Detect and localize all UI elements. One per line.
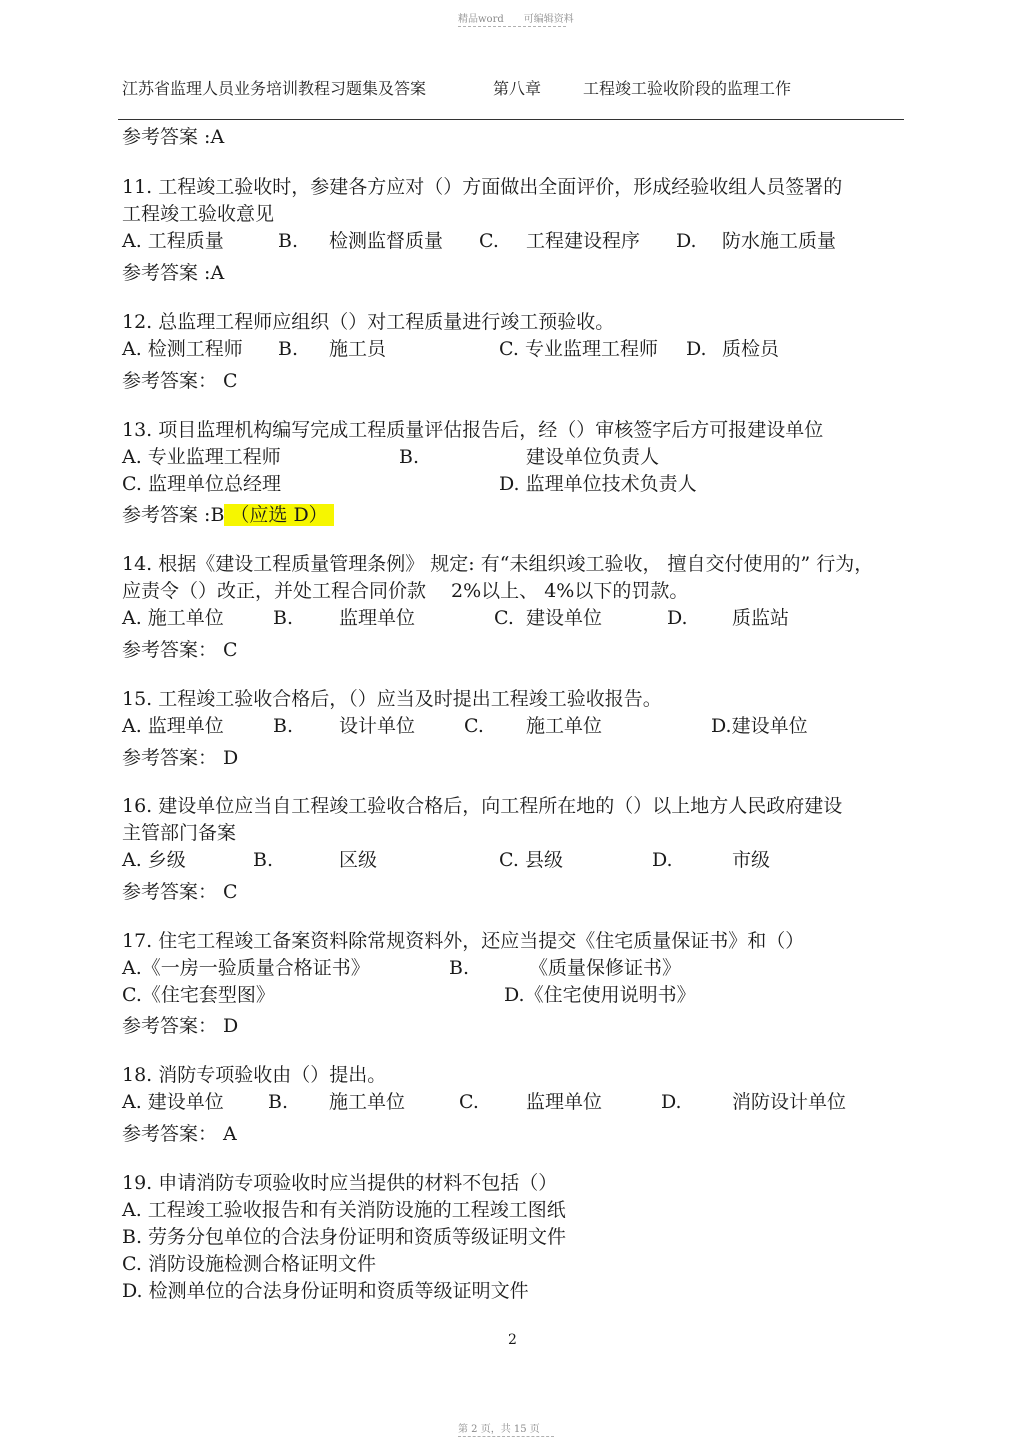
q11-option-b: 检测监督质量 xyxy=(329,230,444,252)
q17-option-b: 《质量保修证书》 xyxy=(529,957,682,979)
q14-answer: 参考答案： C xyxy=(122,639,238,661)
q13-stem-line1: 13. 项目监理机构编写完成工程质量评估报告后，经（）审核签字后方可报建设单位 xyxy=(122,419,824,441)
q18-option-d: 消防设计单位 xyxy=(732,1091,847,1113)
q19-option-b: B. 劳务分包单位的合法身份证明和资质等级证明文件 xyxy=(122,1226,567,1248)
q16-option-a: A. 乡级 xyxy=(122,849,186,871)
q19-option-a: A. 工程竣工验收报告和有关消防设施的工程竣工图纸 xyxy=(122,1199,566,1221)
q18-answer: 参考答案： A xyxy=(122,1123,237,1145)
q13-answer-text: 参考答案 :B xyxy=(122,504,225,526)
q13-option-a: A. 专业监理工程师 xyxy=(122,446,281,468)
q13-option-b-label: B. xyxy=(399,446,420,468)
watermark-top-dash xyxy=(458,26,566,27)
q15-option-b-label: B. xyxy=(273,715,294,737)
q16-option-d: 市级 xyxy=(732,849,771,871)
q15-option-c: 施工单位 xyxy=(526,715,603,737)
q12-option-d-label: D. xyxy=(686,338,707,360)
q13-option-c: C. 监理单位总经理 xyxy=(122,473,281,495)
q18-option-a: A. 建设单位 xyxy=(122,1091,224,1113)
q12-option-d: 质检员 xyxy=(722,338,780,360)
q14-stem-line2: 应责令（）改正，并处工程合同价款 2%以上、 4%以下的罚款。 xyxy=(122,580,689,602)
q16-option-b-label: B. xyxy=(253,849,274,871)
q11-stem-line1: 11. 工程竣工验收时，参建各方应对（）方面做出全面评价，形成经验收组人员签署的 xyxy=(122,176,843,198)
q15-option-a: A. 监理单位 xyxy=(122,715,224,737)
header-chapter: 第八章 xyxy=(493,79,542,98)
q14-option-c: 建设单位 xyxy=(526,607,603,629)
q19-option-d: D. 检测单位的合法身份证明和资质等级证明文件 xyxy=(122,1280,529,1302)
q19-option-c: C. 消防设施检测合格证明文件 xyxy=(122,1253,376,1275)
q15-stem-line1: 15. 工程竣工验收合格后，（）应当及时提出工程竣工验收报告。 xyxy=(122,688,662,710)
watermark-top: 精品word 可编辑资料 xyxy=(458,14,574,25)
q16-option-c: C. 县级 xyxy=(499,849,563,871)
q12-option-c: C. 专业监理工程师 xyxy=(499,338,658,360)
q14-option-a: A. 施工单位 xyxy=(122,607,224,629)
q13-option-b: 建设单位负责人 xyxy=(526,446,660,468)
q18-option-c-label: C. xyxy=(459,1091,479,1113)
q13-answer xyxy=(122,500,334,527)
header-chapter-title: 工程竣工验收阶段的监理工作 xyxy=(583,79,792,98)
q17-stem-line1: 17. 住宅工程竣工备案资料除常规资料外，还应当提交《住宅质量保证书》和（） xyxy=(122,930,805,952)
q12-answer: 参考答案： C xyxy=(122,370,238,392)
q16-option-d-label: D. xyxy=(652,849,673,871)
q11-option-c-label: C. xyxy=(479,230,499,252)
q14-option-d-label: D. xyxy=(667,607,688,629)
q11-option-d: 防水施工质量 xyxy=(722,230,837,252)
header-divider xyxy=(118,119,904,120)
q13-option-d: D. 监理单位技术负责人 xyxy=(499,473,697,495)
prev-answer: 参考答案 :A xyxy=(122,126,225,148)
q18-option-b: 施工单位 xyxy=(329,1091,406,1113)
q14-option-d: 质监站 xyxy=(732,607,790,629)
q11-stem-line2: 工程竣工验收意见 xyxy=(122,203,275,225)
q14-option-b-label: B. xyxy=(273,607,294,629)
q13-correction-note: （应选 D） xyxy=(224,504,333,526)
q15-option-d: D.建设单位 xyxy=(711,715,808,737)
q11-option-d-label: D. xyxy=(676,230,697,252)
q15-option-b: 设计单位 xyxy=(339,715,416,737)
q15-answer: 参考答案： D xyxy=(122,747,239,769)
q16-stem-line1: 16. 建设单位应当自工程竣工验收合格后，向工程所在地的（）以上地方人民政府建设 xyxy=(122,795,843,817)
q17-option-b-label: B. xyxy=(449,957,470,979)
q14-option-c-label: C. xyxy=(494,607,514,629)
q16-stem-line2: 主管部门备案 xyxy=(122,822,237,844)
q12-option-b-label: B. xyxy=(278,338,299,360)
q17-answer: 参考答案： D xyxy=(122,1015,239,1037)
q12-option-b: 施工员 xyxy=(329,338,387,360)
q15-option-c-label: C. xyxy=(464,715,484,737)
q19-stem-line1: 19. 申请消防专项验收时应当提供的材料不包括（） xyxy=(122,1172,558,1194)
watermark-bottom: 第 2 页，共 15 页 xyxy=(458,1424,540,1435)
q11-option-a: A. 工程质量 xyxy=(122,230,224,252)
q14-option-b: 监理单位 xyxy=(339,607,416,629)
q18-option-b-label: B. xyxy=(268,1091,289,1113)
watermark-bottom-dash xyxy=(458,1436,554,1437)
q12-stem-line1: 12. 总监理工程师应组织（）对工程质量进行竣工预验收。 xyxy=(122,311,615,333)
q18-stem-line1: 18. 消防专项验收由（）提出。 xyxy=(122,1064,387,1086)
q18-option-c: 监理单位 xyxy=(526,1091,603,1113)
q12-option-a: A. 检测工程师 xyxy=(122,338,243,360)
header-title: 江苏省监理人员业务培训教程习题集及答案 xyxy=(122,79,427,98)
q11-answer: 参考答案 :A xyxy=(122,262,225,284)
q11-option-c: 工程建设程序 xyxy=(526,230,641,252)
q18-option-d-label: D. xyxy=(661,1091,682,1113)
q16-answer: 参考答案： C xyxy=(122,881,238,903)
page-number: 2 xyxy=(508,1332,517,1348)
q14-stem-line1: 14. 根据《建设工程质量管理条例》 规定: 有“未组织竣工验收， 擅自交付使用的” 行为， xyxy=(122,553,874,575)
q16-option-b: 区级 xyxy=(339,849,378,871)
q17-option-c: C.《住宅套型图》 xyxy=(122,984,275,1006)
q17-option-d: D.《住宅使用说明书》 xyxy=(504,984,696,1006)
q17-option-a: A.《一房一验质量合格证书》 xyxy=(122,957,370,979)
q11-option-b-label: B. xyxy=(278,230,299,252)
